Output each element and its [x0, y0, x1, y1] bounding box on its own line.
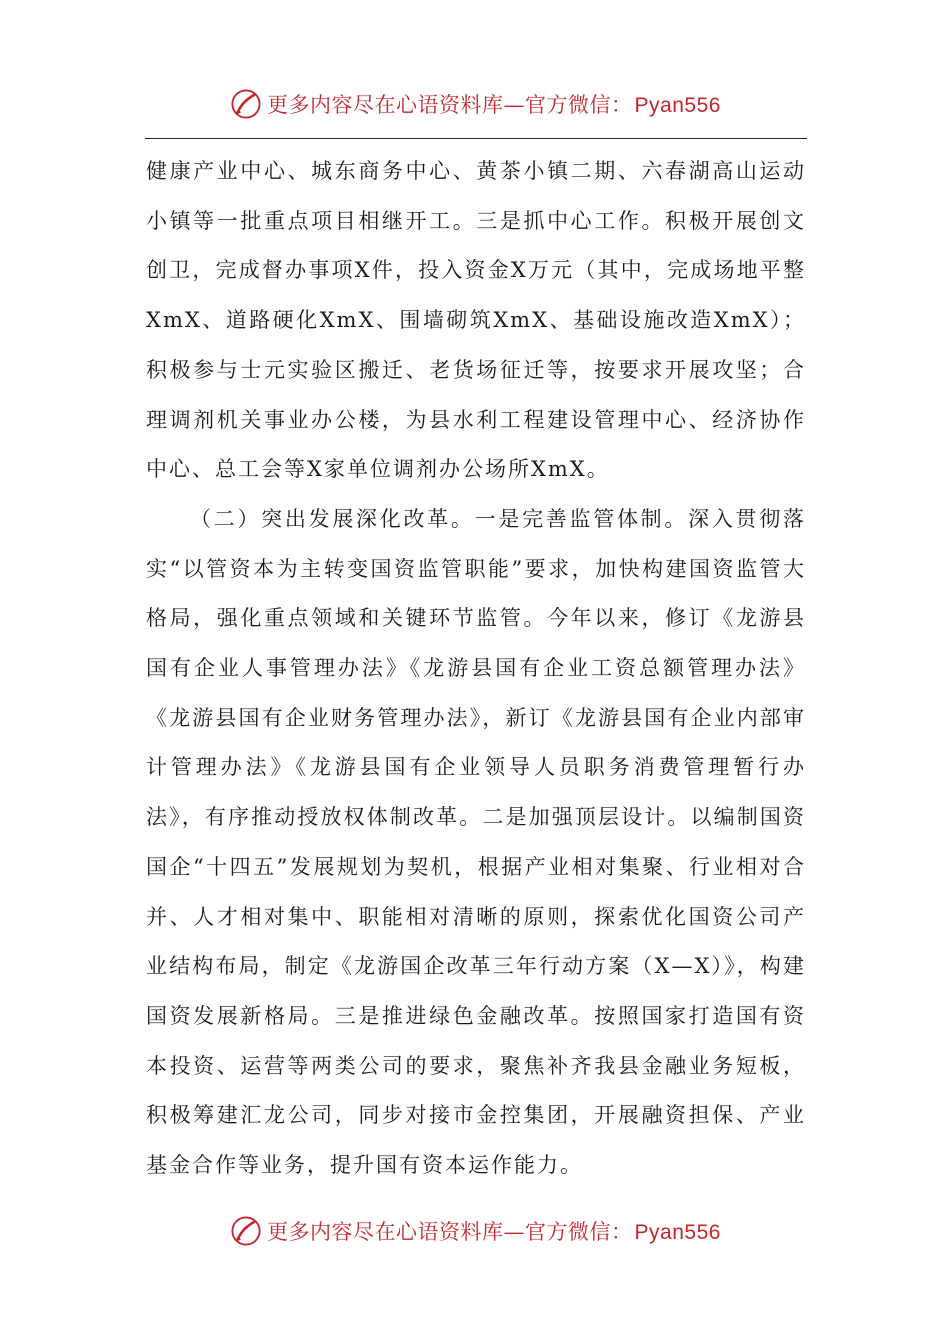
document-body — [146, 147, 806, 1191]
paragraph-section-two: （二）突出发展深化改革。一是完善监管体制。深入贯彻落实“以管资本为主转变国资监管职能”要求，加快构建国资监管大格局，强化重点领域和关键环节监管。今年以来，修订《龙游县国有企业人事管理办法》《龙游县国有企业工资总额管理办法》《龙游县国有企业财务管理办法》，新订《龙游县国有企业内部审计管理办法》《龙游县国有企业领导人员职务消费管理暂行办法》，有序推动授放权体制改革。二是加强顶层设计。以编制国资国企“十四五”发展规划为契机，根据产业相对集聚、行业相对合并、人才相对集中、职能相对清晰的原则，探索优化国资公司产业结构布局，制定《龙游国企改革三年行动方案（X—X）》，构建国资发展新格局。三是推进绿色金融改革。按照国家打造国有资本投资、运营等两类公司的要求，聚焦补齐我县金融业务短板，积极筹建汇龙公司，同步对接市金控集团，开展融资担保、产业基金合作等业务，提升国有资本运作能力。 — [146, 506, 806, 1178]
footer-dash: — — [503, 1220, 526, 1244]
footer-brand: 更多内容尽在心语资料库 — [267, 1220, 504, 1244]
header-banner-text — [267, 89, 721, 119]
footer-banner — [0, 1211, 950, 1251]
pen-logo-icon — [229, 87, 263, 121]
footer-wechat-handle: Pyan556 — [634, 1221, 721, 1244]
header-dash: — — [503, 93, 526, 117]
header-wechat-label: 官方微信： — [525, 93, 633, 117]
pen-logo-icon — [229, 1214, 263, 1248]
footer-wechat-label: 官方微信： — [525, 1220, 633, 1244]
footer-banner-text — [267, 1216, 721, 1246]
header-divider — [145, 138, 807, 139]
paragraph-continuation: 健康产业中心、城东商务中心、黄茶小镇二期、六春湖高山运动小镇等一批重点项目相继开工。三是抓中心工作。积极开展创文创卫，完成督办事项X件，投入资金X万元（其中，完成场地平整XmX、道路硬化XmX、围墙砌筑XmX、基础设施改造XmX）；积极参与士元实验区搬迁、老货场征迁等，按要求开展攻坚；合理调剂机关事业办公楼，为县水利工程建设管理中心、经济协作中心、总工会等X家单位调剂办公场所XmX。 — [146, 159, 806, 482]
header-banner — [0, 84, 950, 124]
header-wechat-handle: Pyan556 — [634, 94, 721, 117]
header-brand: 更多内容尽在心语资料库 — [267, 93, 504, 117]
